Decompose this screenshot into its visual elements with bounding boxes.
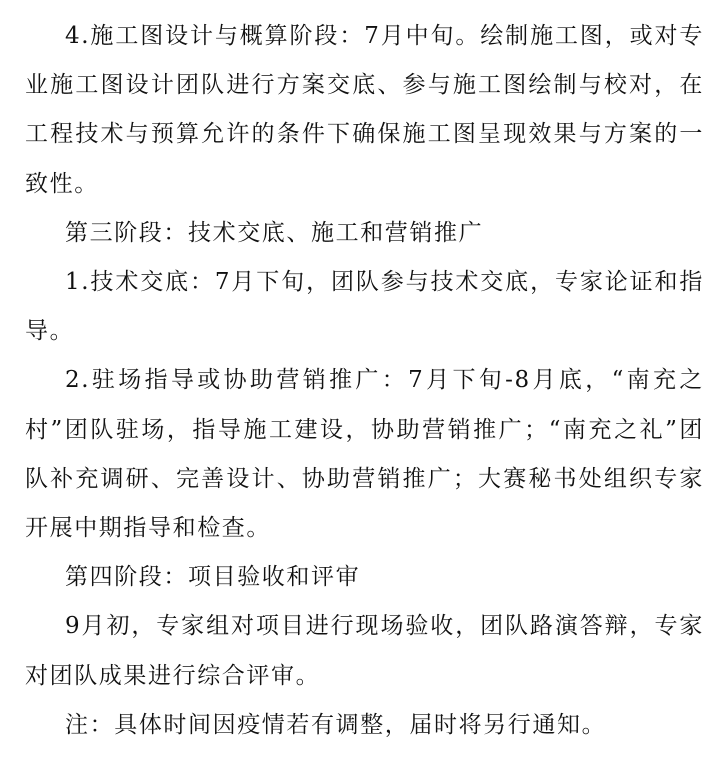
heading-stage-four: 第四阶段：项目验收和评审 xyxy=(65,564,361,591)
paragraph-technical-briefing: 1.技术交底：7月下旬，团队参与技术交底，专家论证和指导。 xyxy=(25,269,704,345)
paragraph-design-stage: 4.施工图设计与概算阶段：7月中旬。绘制施工图，或对专业施工图设计团队进行方案交底、参与施工图绘制与校对，在工程技术与预算允许的条件下确保施工图呈现效果与方案的一致性。 xyxy=(25,23,704,197)
paragraph-acceptance: 9月初，专家组对项目进行现场验收，团队路演答辩，专家对团队成果进行综合评审。 xyxy=(25,613,704,689)
paragraph-onsite-guidance: 2.驻场指导或协助营销推广：7月下旬-8月底，“南充之村”团队驻场，指导施工建设，协助营销推广；“南充之礼”团队补充调研、完善设计、协助营销推广；大赛秘书处组织专家开展中期指导和检查。 xyxy=(25,367,704,542)
heading-stage-three: 第三阶段：技术交底、施工和营销推广 xyxy=(65,219,484,246)
paragraph-note: 注：具体时间因疫情若有调整，届时将另行通知。 xyxy=(65,711,607,738)
